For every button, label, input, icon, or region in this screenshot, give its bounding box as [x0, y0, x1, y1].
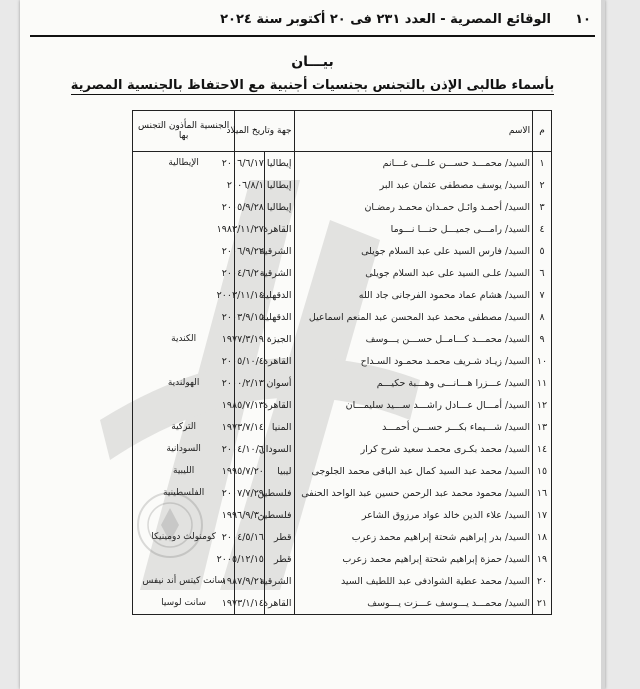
table-row	[133, 306, 552, 328]
table-row	[133, 394, 552, 416]
birth-place: أسوان	[264, 372, 294, 394]
table-row	[133, 460, 552, 482]
table-row	[133, 328, 552, 350]
row-number: ٥	[533, 240, 552, 262]
birth-place: الشرقية	[264, 240, 294, 262]
row-number: ٣	[533, 196, 552, 218]
honorific: السيد/	[505, 245, 531, 257]
row-number: ١٠	[533, 350, 552, 372]
birth-date: ١٩٧٣/٧/١٤	[235, 416, 265, 438]
row-number: ١٤	[533, 438, 552, 460]
name-text: يوسف مصطفى عثمان عبد البر	[379, 179, 502, 191]
applicant-name	[294, 328, 533, 350]
page-number: ١٠	[575, 12, 591, 27]
name-text: محمـــد حســـن علـــى غـــانم	[382, 157, 502, 169]
birth-place: إيطاليا	[264, 152, 294, 175]
table-row	[133, 240, 552, 262]
applicant-name	[294, 372, 533, 394]
birth-place: الشرقية	[264, 262, 294, 284]
row-number: ١٩	[533, 548, 552, 570]
birth-date: ٢٠٠٣/١١/١٤	[235, 284, 265, 306]
honorific: السيد/	[505, 597, 531, 609]
applicant-name	[294, 262, 533, 284]
nationality	[133, 394, 235, 416]
honorific: السيد/	[505, 267, 531, 279]
applicant-name	[294, 350, 533, 372]
honorific: السيد/	[505, 157, 531, 169]
honorific: السيد/	[505, 333, 531, 345]
row-number: ٤	[533, 218, 552, 240]
applicant-name	[294, 196, 533, 218]
birth-date: ٢٠٠٤/٦/٢٠	[235, 262, 265, 284]
applicant-name	[294, 416, 533, 438]
nationality: كومنولث دومينيكا	[133, 526, 235, 548]
birth-date: ٢٠٠٥/١٠/٤	[235, 350, 265, 372]
applicant-name	[294, 174, 533, 196]
birth-date: ١٩٨٥/٧/١٣	[235, 394, 265, 416]
applicant-name	[294, 548, 533, 570]
row-number: ٢	[533, 174, 552, 196]
birth-place: القاهرة	[264, 350, 294, 372]
nationality	[133, 196, 235, 218]
col-header-num: م	[533, 111, 552, 152]
name-text: أمـــال عـــادل راشـــد ســـيد سليمـــان	[345, 399, 502, 411]
row-number: ١٧	[533, 504, 552, 526]
row-number: ٢١	[533, 592, 552, 615]
table-row	[133, 350, 552, 372]
honorific: السيد/	[505, 421, 531, 433]
table-row	[133, 438, 552, 460]
honorific: السيد/	[505, 223, 531, 235]
applicant-name	[294, 240, 533, 262]
name-text: عـــزرا هـــانـــى وهـــبة حكيـــم	[376, 377, 502, 389]
birth-place: الدقهلية	[264, 306, 294, 328]
applicant-name	[294, 218, 533, 240]
page-edge	[601, 0, 605, 689]
name-text: بدر إبراهيم شحتة إبراهيم محمد زعرب	[351, 531, 502, 543]
nationality	[133, 350, 235, 372]
birth-place: إيطاليا	[264, 174, 294, 196]
applicant-name	[294, 152, 533, 175]
name-text: مصطفى محمد عبد المحسن عبد المنعم اسماعيل	[308, 311, 502, 323]
applicant-name	[294, 592, 533, 615]
table-row	[133, 284, 552, 306]
birth-place: المنيا	[264, 416, 294, 438]
applicant-name	[294, 482, 533, 504]
birth-date: ٢٠٠٤/٥/١٦	[235, 526, 265, 548]
table-row	[133, 262, 552, 284]
honorific: السيد/	[505, 509, 531, 521]
honorific: السيد/	[505, 465, 531, 477]
honorific: السيد/	[505, 575, 531, 587]
row-number: ٢٠	[533, 570, 552, 592]
name-text: فارس السيد على عبد السلام جويلى	[361, 245, 502, 257]
honorific: السيد/	[505, 531, 531, 543]
honorific: السيد/	[505, 443, 531, 455]
nationality: الإيطالية	[133, 152, 235, 175]
table-row	[133, 526, 552, 548]
row-number: ٨	[533, 306, 552, 328]
birth-place: قطر	[264, 526, 294, 548]
birth-place: فلسطين	[264, 482, 294, 504]
birth-place: القاهرة	[264, 218, 294, 240]
applicant-name	[294, 306, 533, 328]
table-row	[133, 416, 552, 438]
honorific: السيد/	[505, 487, 531, 499]
nationality	[133, 240, 235, 262]
name-text: محمد عطية الشوادفى عبد اللطيف السيد	[340, 575, 502, 587]
name-text: هشام عماد محمود الفرجانى جاد الله	[358, 289, 502, 301]
name-text: علـى السيد على عبد السلام جويلى	[365, 267, 502, 279]
table-row	[133, 218, 552, 240]
applicant-name	[294, 504, 533, 526]
applicant-name	[294, 284, 533, 306]
table-header-row	[133, 111, 552, 152]
nationality: السودانية	[133, 438, 235, 460]
birth-place: الدقهلية	[264, 284, 294, 306]
nationality	[133, 306, 235, 328]
name-text: حمزة إبراهيم شحتة إبراهيم محمد زعرب	[342, 553, 502, 565]
row-number: ١٨	[533, 526, 552, 548]
name-text: محمد بكـرى محمـد سعيد شرح كرار	[360, 443, 502, 455]
birth-date: ٢٠٠٤/١٠/٦	[235, 438, 265, 460]
name-text: علاء الدين خالد عواد مرزوق الشاعر	[361, 509, 502, 521]
nationality	[133, 262, 235, 284]
honorific: السيد/	[505, 553, 531, 565]
birth-date: ١٩٧٧/٣/١٩	[235, 328, 265, 350]
birth-place: القاهرة	[264, 592, 294, 615]
birth-place: الجيزة	[264, 328, 294, 350]
row-number: ١	[533, 152, 552, 175]
row-number: ١٢	[533, 394, 552, 416]
birth-date: ١٩٧٣/١/١٤	[235, 592, 265, 615]
table-row	[133, 482, 552, 504]
birth-date: ٢٠٠٦/٦/١٧	[235, 152, 265, 175]
birth-date: ٢٠٠٠/٢/١٣	[235, 372, 265, 394]
table-row	[133, 592, 552, 615]
table-row	[133, 504, 552, 526]
col-header-birth: جهة وتاريخ الميلاد	[235, 111, 294, 152]
birth-date: ٢٠٠٧/٧/٢٩	[235, 482, 265, 504]
applicant-name	[294, 438, 533, 460]
applicant-name	[294, 394, 533, 416]
nationality	[133, 504, 235, 526]
col-header-nationality: الجنسية المأذون التجنس بها	[133, 111, 235, 152]
table-row	[133, 570, 552, 592]
applicant-name	[294, 570, 533, 592]
row-number: ١٦	[533, 482, 552, 504]
row-number: ١٥	[533, 460, 552, 482]
applicant-name	[294, 526, 533, 548]
birth-place: الشرقية	[264, 570, 294, 592]
birth-date: ١٩٨٣/١١/٢٧	[235, 218, 265, 240]
document-page	[20, 0, 605, 689]
row-number: ١١	[533, 372, 552, 394]
document-subtitle: بأسماء طالبى الإذن بالتجنس بجنسيات أجنبية مع الاحتفاظ بالجنسية المصرية	[70, 78, 555, 93]
birth-date: ١٩٩٥/٧/٢٠	[235, 460, 265, 482]
birth-place: القاهرة	[264, 394, 294, 416]
nationality: الهولندية	[133, 372, 235, 394]
honorific: السيد/	[505, 179, 531, 191]
birth-date: ٢٠٠٦/٨/١	[235, 174, 265, 196]
honorific: السيد/	[505, 289, 531, 301]
birth-date: ٢٠٠٦/٩/٢٢	[235, 240, 265, 262]
row-number: ٧	[533, 284, 552, 306]
nationality: سانت لوسيا	[133, 592, 235, 615]
name-text: رامـــى جميـــل حنـــا نـــوما	[390, 223, 502, 235]
name-text: شـــيماء بكـــر حســـن أحمـــد	[382, 421, 502, 433]
birth-date: ٢٠٠٣/٩/١٥	[235, 306, 265, 328]
row-number: ١٣	[533, 416, 552, 438]
header-title: الوقائع المصرية - العدد ٢٣١ فى ٢٠ أكتوبر سنة ٢٠٢٤	[220, 12, 551, 27]
name-text: محمـــد يـــوسف عـــزت يـــوسف	[367, 597, 502, 609]
row-number: ٦	[533, 262, 552, 284]
birth-place: فلسطين	[264, 504, 294, 526]
nationality: الكندية	[133, 328, 235, 350]
honorific: السيد/	[505, 355, 531, 367]
birth-place: إيطاليا	[264, 196, 294, 218]
name-text: أحمـد وائـل حمـدان محمـد رمضـان	[364, 201, 502, 213]
nationality: سانت كيتس أند نيفس	[133, 570, 235, 592]
birth-date: ٢٠٠٥/٩/٢٨	[235, 196, 265, 218]
table-row	[133, 152, 552, 175]
birth-place: السودان	[264, 438, 294, 460]
nationality	[133, 174, 235, 196]
birth-date: ١٩٨٧/٩/٢١	[235, 570, 265, 592]
honorific: السيد/	[505, 201, 531, 213]
table-row	[133, 174, 552, 196]
header-rule	[30, 35, 595, 37]
table-row	[133, 548, 552, 570]
name-text: محمـــد كـــامــل حســـن يـــوسف	[365, 333, 502, 345]
col-header-name: الاسم	[294, 111, 533, 152]
table-row	[133, 372, 552, 394]
nationality: الفلسطينية	[133, 482, 235, 504]
honorific: السيد/	[505, 377, 531, 389]
applicant-name	[294, 460, 533, 482]
table-row	[133, 196, 552, 218]
nationality: الليبية	[133, 460, 235, 482]
name-text: محمد عبد السيد كمال عبد الباقى محمد الجلوجى	[311, 465, 502, 477]
birth-date: ١٩٩٦/٩/٣٠	[235, 504, 265, 526]
applicants-table	[132, 110, 552, 615]
honorific: السيد/	[505, 311, 531, 323]
name-text: محمود محمد عبد الرحمن حسين عبد الواحد الحنفى	[301, 487, 502, 499]
birth-place: قطر	[264, 548, 294, 570]
birth-place: ليبيا	[264, 460, 294, 482]
name-text: زيـاد شـريف محمـد محمـود السـداح	[360, 355, 502, 367]
honorific: السيد/	[505, 399, 531, 411]
birth-date: ٢٠٠٥/١٢/١٥	[235, 548, 265, 570]
row-number: ٩	[533, 328, 552, 350]
page-header	[30, 10, 595, 32]
document-title: بيـــان	[291, 54, 334, 70]
nationality: التركية	[133, 416, 235, 438]
